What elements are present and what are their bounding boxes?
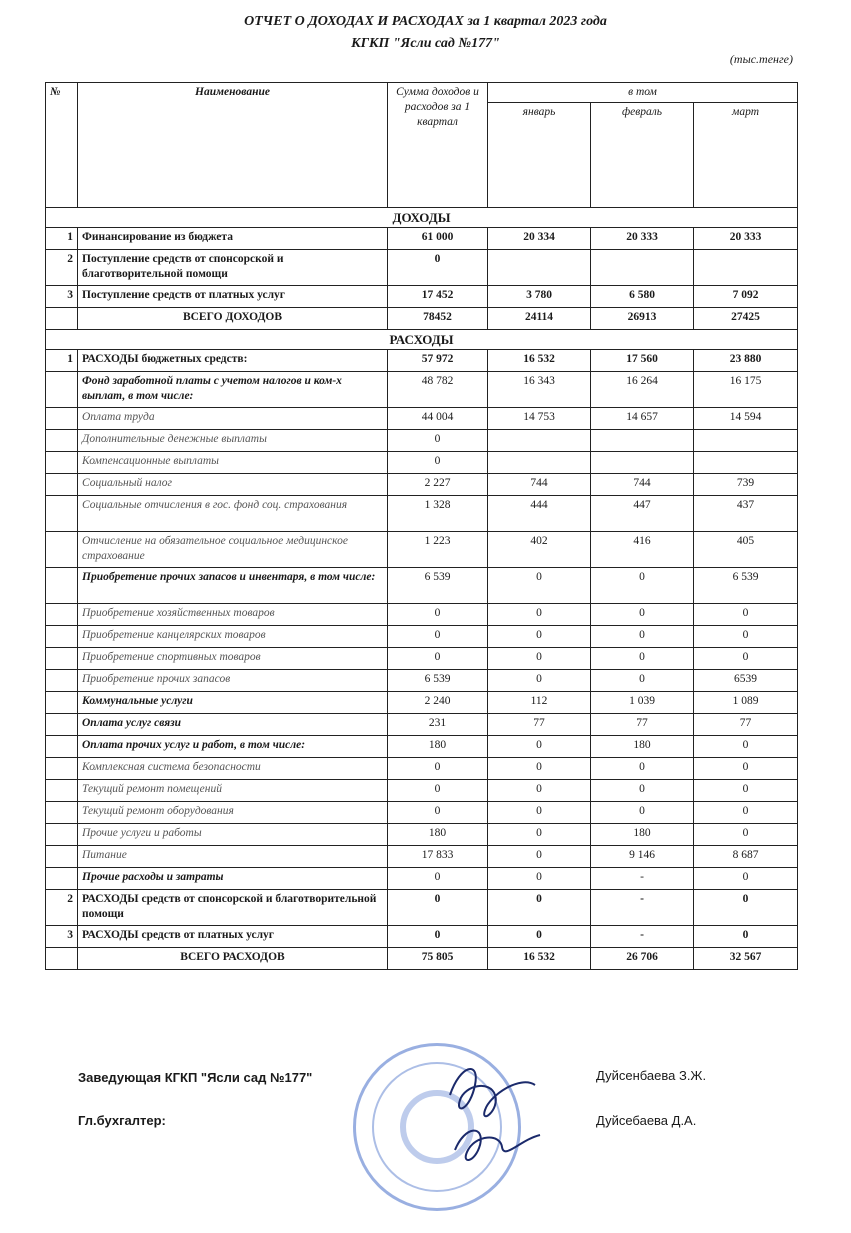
row-index: [46, 758, 78, 780]
col-header-sum: Сумма доходов и расходов за 1 квартал: [388, 83, 488, 208]
row-value-feb: 447: [591, 496, 694, 532]
row-name: Дополнительные денежные выплаты: [78, 430, 388, 452]
row-value-jan: 0: [488, 824, 591, 846]
row-value-mar: 0: [694, 648, 798, 670]
table-row: [46, 604, 798, 626]
row-index: 2: [46, 890, 78, 926]
row-name: Коммунальные услуги: [78, 692, 388, 714]
row-value-jan: 0: [488, 736, 591, 758]
row-value-sum: 2 240: [388, 692, 488, 714]
table-row: [46, 474, 798, 496]
col-header-including: в том: [488, 83, 798, 103]
row-value-jan: 14 753: [488, 408, 591, 430]
row-value-jan: 402: [488, 532, 591, 568]
row-name: ВСЕГО РАСХОДОВ: [78, 948, 388, 970]
row-value-sum: 180: [388, 824, 488, 846]
row-value-sum: 57 972: [388, 350, 488, 372]
row-value-jan: 3 780: [488, 286, 591, 308]
table-row: [46, 372, 798, 408]
row-value-sum: 0: [388, 890, 488, 926]
row-value-sum: 0: [388, 626, 488, 648]
row-value-jan: 444: [488, 496, 591, 532]
row-value-mar: 20 333: [694, 228, 798, 250]
col-header-jan: январь: [488, 103, 591, 208]
row-value-jan: 0: [488, 758, 591, 780]
row-value-feb: [591, 250, 694, 286]
row-value-jan: 0: [488, 846, 591, 868]
row-value-jan: 0: [488, 626, 591, 648]
row-name: Комплексная система безопасности: [78, 758, 388, 780]
table-row: [46, 758, 798, 780]
row-value-sum: 0: [388, 802, 488, 824]
table-row: [46, 648, 798, 670]
table-row: [46, 670, 798, 692]
report-body: [46, 208, 798, 970]
row-value-mar: 0: [694, 824, 798, 846]
row-name: Приобретение хозяйственных товаров: [78, 604, 388, 626]
row-value-mar: 0: [694, 890, 798, 926]
row-value-mar: 8 687: [694, 846, 798, 868]
row-value-feb: 0: [591, 568, 694, 604]
expenses-section-header: [46, 330, 798, 350]
row-value-feb: 1 039: [591, 692, 694, 714]
row-value-feb: [591, 430, 694, 452]
row-value-mar: 0: [694, 802, 798, 824]
table-row: [46, 626, 798, 648]
row-value-feb: 0: [591, 802, 694, 824]
row-value-feb: 6 580: [591, 286, 694, 308]
report-title: ОТЧЕТ О ДОХОДАХ И РАСХОДАХ за 1 квартал 2023 года: [244, 14, 607, 29]
accountant-name: Дуйсебаева Д.А.: [596, 1113, 697, 1128]
row-name: Финансирование из бюджета: [78, 228, 388, 250]
row-value-mar: 0: [694, 604, 798, 626]
row-value-feb: 0: [591, 670, 694, 692]
row-value-jan: 0: [488, 926, 591, 948]
row-value-mar: [694, 452, 798, 474]
row-value-feb: [591, 452, 694, 474]
row-value-jan: 112: [488, 692, 591, 714]
row-name: ВСЕГО ДОХОДОВ: [78, 308, 388, 330]
row-value-mar: 27425: [694, 308, 798, 330]
row-index: [46, 736, 78, 758]
table-row: [46, 802, 798, 824]
row-value-feb: 416: [591, 532, 694, 568]
row-value-feb: 14 657: [591, 408, 694, 430]
row-name: Текущий ремонт оборудования: [78, 802, 388, 824]
row-value-mar: 0: [694, 868, 798, 890]
row-value-feb: 180: [591, 824, 694, 846]
row-value-jan: 0: [488, 604, 591, 626]
table-row: [46, 532, 798, 568]
table-row: [46, 452, 798, 474]
row-value-feb: 0: [591, 758, 694, 780]
row-index: [46, 408, 78, 430]
row-index: [46, 648, 78, 670]
row-value-mar: 0: [694, 926, 798, 948]
row-index: 3: [46, 286, 78, 308]
row-value-jan: 744: [488, 474, 591, 496]
table-row: [46, 846, 798, 868]
table-row: [46, 430, 798, 452]
row-index: [46, 626, 78, 648]
row-value-sum: 75 805: [388, 948, 488, 970]
row-value-jan: 0: [488, 802, 591, 824]
row-index: [46, 714, 78, 736]
row-value-mar: 77: [694, 714, 798, 736]
row-value-jan: 16 532: [488, 350, 591, 372]
row-value-feb: 77: [591, 714, 694, 736]
row-name: Фонд заработной платы с учетом налогов и ком-х выплат, в том числе:: [78, 372, 388, 408]
table-row: [46, 692, 798, 714]
row-value-sum: 6 539: [388, 670, 488, 692]
table-row: [46, 496, 798, 532]
row-index: [46, 780, 78, 802]
row-value-mar: 23 880: [694, 350, 798, 372]
row-value-mar: 7 092: [694, 286, 798, 308]
table-row: [46, 868, 798, 890]
row-name: Оплата прочих услуг и работ, в том числе:: [78, 736, 388, 758]
handwritten-signature: [440, 1055, 550, 1175]
row-value-feb: 16 264: [591, 372, 694, 408]
row-value-mar: 437: [694, 496, 798, 532]
row-value-mar: 6539: [694, 670, 798, 692]
row-index: [46, 372, 78, 408]
units-label: (тыс.тенге): [729, 52, 793, 66]
row-value-sum: 0: [388, 430, 488, 452]
table-row: [46, 228, 798, 250]
row-value-mar: 739: [694, 474, 798, 496]
row-index: [46, 670, 78, 692]
row-index: [46, 532, 78, 568]
row-value-jan: 16 532: [488, 948, 591, 970]
row-value-sum: 44 004: [388, 408, 488, 430]
row-value-mar: 14 594: [694, 408, 798, 430]
row-value-feb: -: [591, 868, 694, 890]
head-name: Дуйсенбаева З.Ж.: [596, 1068, 707, 1083]
row-name: Компенсационные выплаты: [78, 452, 388, 474]
row-value-sum: 2 227: [388, 474, 488, 496]
row-value-jan: [488, 452, 591, 474]
table-row: [46, 714, 798, 736]
row-index: [46, 868, 78, 890]
row-value-feb: 744: [591, 474, 694, 496]
table-row: [46, 890, 798, 926]
accountant-label: Гл.бухгалтер:: [78, 1113, 166, 1128]
row-name: Приобретение спортивных товаров: [78, 648, 388, 670]
row-name: Отчисление на обязательное социальное медицинское страхование: [78, 532, 388, 568]
row-value-mar: 405: [694, 532, 798, 568]
col-header-name: Наименование: [78, 83, 388, 208]
row-value-jan: 0: [488, 780, 591, 802]
row-value-mar: 32 567: [694, 948, 798, 970]
row-value-mar: [694, 430, 798, 452]
row-value-feb: 180: [591, 736, 694, 758]
row-index: 2: [46, 250, 78, 286]
row-value-sum: 0: [388, 648, 488, 670]
row-value-sum: 0: [388, 868, 488, 890]
row-value-mar: 0: [694, 758, 798, 780]
row-value-feb: 0: [591, 626, 694, 648]
expenses-section-header-label: РАСХОДЫ: [46, 330, 798, 350]
row-value-sum: 0: [388, 604, 488, 626]
row-value-mar: 16 175: [694, 372, 798, 408]
report-table: [45, 82, 798, 970]
row-value-feb: 17 560: [591, 350, 694, 372]
row-name: РАСХОДЫ средств от платных услуг: [78, 926, 388, 948]
table-row: [46, 824, 798, 846]
row-value-mar: 0: [694, 736, 798, 758]
row-name: Поступление средств от платных услуг: [78, 286, 388, 308]
row-index: [46, 430, 78, 452]
row-index: [46, 308, 78, 330]
row-value-sum: 17 452: [388, 286, 488, 308]
row-value-mar: 1 089: [694, 692, 798, 714]
row-name: Приобретение прочих запасов: [78, 670, 388, 692]
row-value-sum: 61 000: [388, 228, 488, 250]
table-row: [46, 568, 798, 604]
row-value-jan: 20 334: [488, 228, 591, 250]
row-value-sum: 0: [388, 250, 488, 286]
row-name: РАСХОДЫ бюджетных средств:: [78, 350, 388, 372]
row-value-sum: 48 782: [388, 372, 488, 408]
row-value-mar: 0: [694, 626, 798, 648]
row-name: Питание: [78, 846, 388, 868]
row-value-jan: [488, 250, 591, 286]
head-label: Заведующая КГКП "Ясли сад №177": [78, 1070, 313, 1085]
row-value-jan: 0: [488, 670, 591, 692]
row-value-sum: 78452: [388, 308, 488, 330]
row-value-sum: 0: [388, 758, 488, 780]
col-header-feb: февраль: [591, 103, 694, 208]
row-index: [46, 692, 78, 714]
table-row: [46, 408, 798, 430]
row-value-feb: -: [591, 890, 694, 926]
row-value-feb: -: [591, 926, 694, 948]
row-name: Приобретение прочих запасов и инвентаря, в том числе:: [78, 568, 388, 604]
row-value-sum: 180: [388, 736, 488, 758]
table-row: [46, 286, 798, 308]
row-index: 3: [46, 926, 78, 948]
row-name: Оплата услуг связи: [78, 714, 388, 736]
row-value-sum: 231: [388, 714, 488, 736]
row-index: [46, 496, 78, 532]
row-value-sum: 6 539: [388, 568, 488, 604]
row-value-feb: 0: [591, 780, 694, 802]
row-index: [46, 824, 78, 846]
row-value-sum: 1 328: [388, 496, 488, 532]
row-value-sum: 0: [388, 926, 488, 948]
row-value-mar: [694, 250, 798, 286]
table-row: [46, 350, 798, 372]
row-index: 1: [46, 228, 78, 250]
row-value-jan: 0: [488, 868, 591, 890]
report-subtitle: КГКП "Ясли сад №177": [351, 36, 500, 51]
row-index: 1: [46, 350, 78, 372]
row-value-jan: 0: [488, 890, 591, 926]
row-name: Прочие расходы и затраты: [78, 868, 388, 890]
row-value-feb: 20 333: [591, 228, 694, 250]
row-value-sum: 1 223: [388, 532, 488, 568]
income-section-header: [46, 208, 798, 228]
table-row: [46, 926, 798, 948]
row-value-feb: 9 146: [591, 846, 694, 868]
row-value-feb: 0: [591, 604, 694, 626]
income-total-row: [46, 308, 798, 330]
row-name: Прочие услуги и работы: [78, 824, 388, 846]
col-header-no: №: [46, 83, 78, 208]
row-value-jan: 16 343: [488, 372, 591, 408]
table-row: [46, 736, 798, 758]
col-header-mar: март: [694, 103, 798, 208]
row-value-feb: 26913: [591, 308, 694, 330]
row-value-jan: [488, 430, 591, 452]
row-index: [46, 604, 78, 626]
row-value-feb: 0: [591, 648, 694, 670]
row-index: [46, 474, 78, 496]
row-index: [46, 452, 78, 474]
table-row: [46, 780, 798, 802]
row-index: [46, 948, 78, 970]
row-value-sum: 0: [388, 452, 488, 474]
row-name: Оплата труда: [78, 408, 388, 430]
row-index: [46, 568, 78, 604]
row-value-sum: 17 833: [388, 846, 488, 868]
row-name: Социальный налог: [78, 474, 388, 496]
row-value-sum: 0: [388, 780, 488, 802]
row-name: Текущий ремонт помещений: [78, 780, 388, 802]
table-row: [46, 250, 798, 286]
row-value-mar: 6 539: [694, 568, 798, 604]
row-name: Поступление средств от спонсорской и благотворительной помощи: [78, 250, 388, 286]
income-section-header-label: ДОХОДЫ: [46, 208, 798, 228]
row-value-jan: 0: [488, 568, 591, 604]
row-name: Приобретение канцелярских товаров: [78, 626, 388, 648]
row-value-feb: 26 706: [591, 948, 694, 970]
row-value-jan: 0: [488, 648, 591, 670]
row-name: Социальные отчисления в гос. фонд соц. страхования: [78, 496, 388, 532]
row-value-mar: 0: [694, 780, 798, 802]
row-value-jan: 24114: [488, 308, 591, 330]
row-index: [46, 846, 78, 868]
expenses-total-row: [46, 948, 798, 970]
row-index: [46, 802, 78, 824]
row-name: РАСХОДЫ средств от спонсорской и благотворительной помощи: [78, 890, 388, 926]
row-value-jan: 77: [488, 714, 591, 736]
